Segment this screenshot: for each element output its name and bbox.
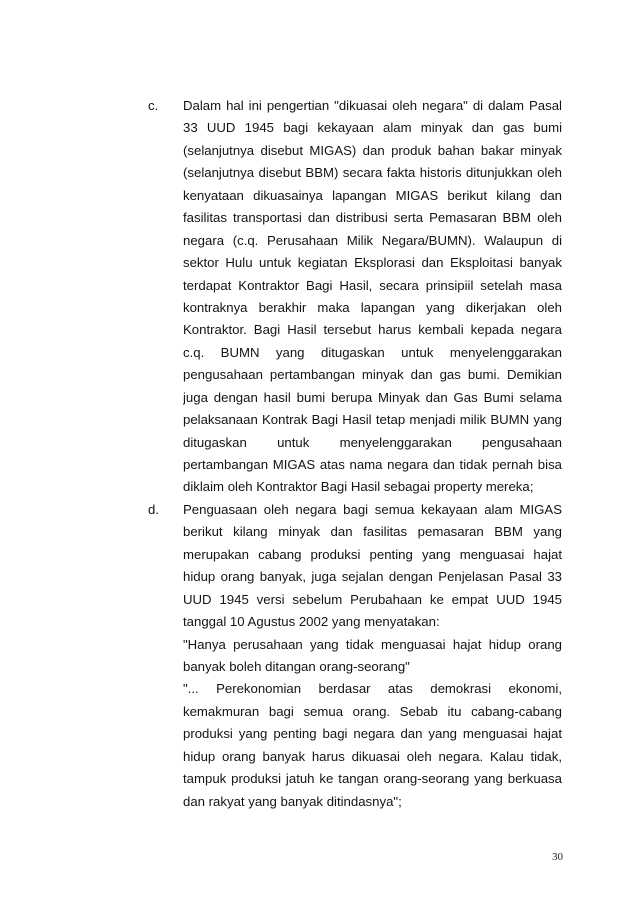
text-line: (selanjutnya disebut MIGAS) dan produk bahan bakar minyak [183, 142, 562, 158]
text-line: merupakan cabang produksi penting yang menguasai hajat [183, 546, 562, 562]
quote-line: hidup orang banyak harus dikuasai oleh negara. Kalau tidak, [183, 748, 562, 764]
text-line: 33 UUD 1945 bagi kekayaan alam minyak dan gas bumi [183, 120, 562, 136]
text-line: berikut kilang minyak dan fasilitas pemasaran BBM yang [183, 524, 562, 540]
text-line: hidup orang banyak, juga sejalan dengan Penjelasan Pasal 33 [183, 569, 562, 585]
text-line: pelaksanaan Kontrak Bagi Hasil tetap menjadi milik BUMN yang [183, 412, 562, 428]
text-line: Dalam hal ini pengertian "dikuasai oleh negara" di dalam Pasal [183, 98, 562, 113]
quote-line: tampuk produksi jatuh ke tangan orang-seorang yang berkuasa [183, 771, 562, 787]
text-line: negara (c.q. Perusahaan Milik Negara/BUMN). Walaupun di [183, 232, 562, 248]
paragraph [183, 499, 562, 634]
paragraph [183, 95, 562, 499]
quote-line: "Hanya perusahaan yang tidak menguasai hajat hidup orang [183, 636, 562, 652]
text-line: Kontraktor. Bagi Hasil tersebut harus kembali kepada negara [183, 322, 562, 338]
quote-line: kemakmuran bagi semua orang. Sebab itu cabang-cabang [183, 703, 562, 719]
text-line: pengusahaan pertambangan minyak dan gas bumi. Demikian [183, 367, 562, 383]
text-line: kenyataan dikuasainya lapangan MIGAS berikut kilang dan [183, 187, 562, 203]
text-line: sektor Hulu untuk kegiatan Eksplorasi dan Eksploitasi banyak [183, 255, 562, 271]
text-line: juga dengan hasil bumi berupa Minyak dan Gas Bumi selama [183, 389, 562, 405]
text-line: (selanjutnya disebut BBM) secara fakta historis ditunjukkan oleh [183, 165, 562, 181]
list-item-c [148, 95, 562, 499]
list-item-d [148, 499, 562, 813]
text-line: pertambangan MIGAS atas nama negara dan tidak pernah bisa [183, 457, 562, 472]
quote-block [183, 634, 562, 679]
text-line: kontraknya berakhir maka lapangan yang dikerjakan oleh [183, 299, 562, 315]
text-line: diklaim oleh Kontraktor Bagi Hasil sebagai property mereka; [183, 479, 534, 495]
quote-line: dan rakyat yang banyak ditindasnya"; [183, 793, 402, 809]
text-line: c.q. BUMN yang ditugaskan untuk menyelenggarakan [183, 344, 562, 360]
quote-line: banyak boleh ditangan orang-seorang" [183, 658, 410, 674]
text-line: tanggal 10 Agustus 2002 yang menyatakan: [183, 614, 440, 630]
quote-line: "... Perekonomian berdasar atas demokrasi ekonomi, [183, 681, 562, 697]
page-number: 30 [552, 851, 563, 863]
list-marker: d. [148, 501, 159, 517]
quote-block [183, 678, 562, 813]
quote-line: produksi yang penting bagi negara dan yang menguasai hajat [183, 726, 562, 742]
text-line: fasilitas transportasi dan distribusi serta Pemasaran BBM oleh [183, 210, 562, 226]
text-line: UUD 1945 versi sebelum Perubahaan ke empat UUD 1945 [183, 591, 562, 607]
document-body [148, 95, 562, 813]
text-line: ditugaskan untuk menyelenggarakan pengusahaan [183, 434, 562, 450]
text-line: Penguasaan oleh negara bagi semua kekayaan alam MIGAS [183, 501, 562, 517]
list-marker: c. [148, 98, 159, 113]
text-line: terdapat Kontraktor Bagi Hasil, secara prinsipiil setelah masa [183, 277, 562, 293]
